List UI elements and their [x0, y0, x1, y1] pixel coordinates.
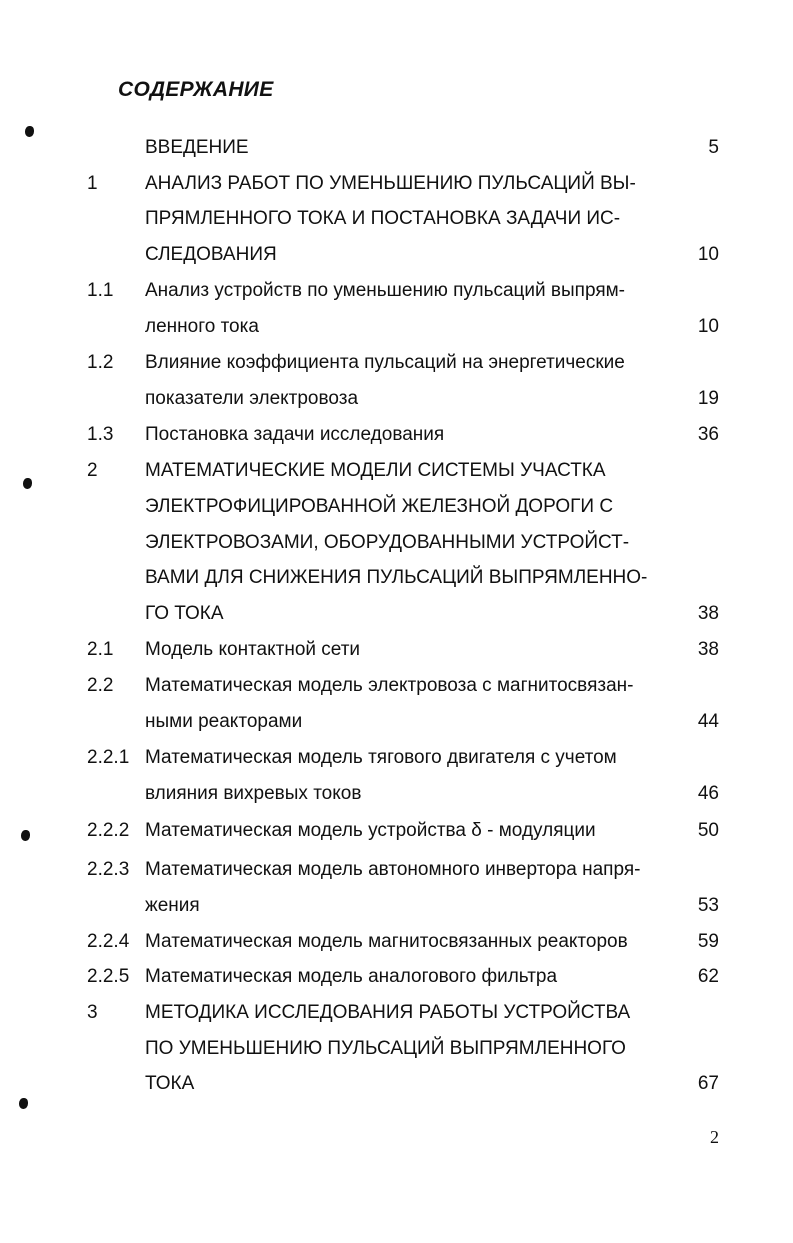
toc-entry-text: Постановка задачи исследования [145, 424, 445, 445]
toc-entry-text: МАТЕМАТИЧЕСКИЕ МОДЕЛИ СИСТЕМЫ УЧАСТКА [145, 460, 606, 481]
toc-entry-page: 53 [697, 895, 719, 916]
toc-line [0, 963, 793, 991]
toc-line [0, 564, 793, 592]
toc-line [0, 928, 793, 956]
toc-entry-page: 36 [697, 424, 719, 445]
toc-line [0, 856, 793, 884]
toc-line [0, 277, 793, 305]
toc-entry-text: показатели электровоза [145, 388, 359, 409]
toc-line [0, 1070, 793, 1098]
toc-entry-number: 2.2.5 [87, 966, 130, 987]
toc-entry-number: 1 [87, 173, 98, 194]
toc-line [0, 817, 793, 845]
toc-entry-text: ТОКА [145, 1073, 195, 1094]
toc-entry-number: 3 [87, 1002, 98, 1023]
toc-entry-number: 1.2 [87, 352, 114, 373]
toc-line [0, 529, 793, 557]
toc-entry-text: СЛЕДОВАНИЯ [145, 244, 277, 265]
toc-entry-text: влияния вихревых токов [145, 783, 362, 804]
toc-entry-text: ЭЛЕКТРОФИЦИРОВАННОЙ ЖЕЛЕЗНОЙ ДОРОГИ С [145, 496, 614, 517]
toc-line [0, 999, 793, 1027]
toc-entry-page: 10 [697, 316, 719, 337]
toc-entry-number: 2.2.3 [87, 859, 130, 880]
toc-entry-text: ПРЯМЛЕННОГО ТОКА И ПОСТАНОВКА ЗАДАЧИ ИС- [145, 208, 621, 229]
toc-entry-page: 44 [697, 711, 719, 732]
toc-entry-page: 62 [697, 966, 719, 987]
toc-entry-text: ЭЛЕКТРОВОЗАМИ, ОБОРУДОВАННЫМИ УСТРОЙСТ- [145, 532, 630, 553]
toc-entry-page: 10 [697, 244, 719, 265]
toc-entry-text: Математическая модель аналогового фильтра [145, 966, 558, 987]
toc-line [0, 708, 793, 736]
page-number: 2 [710, 1127, 719, 1147]
toc-line [0, 493, 793, 521]
toc-entry-text: ГО ТОКА [145, 603, 224, 624]
toc-entry-text: МЕТОДИКА ИССЛЕДОВАНИЯ РАБОТЫ УСТРОЙСТВА [145, 1002, 631, 1023]
toc-entry-number: 2.1 [87, 639, 114, 660]
toc-entry-number: 2.2 [87, 675, 114, 696]
toc-line [0, 349, 793, 377]
toc-entry-number: 2.2.1 [87, 747, 130, 768]
toc-line [0, 892, 793, 920]
toc-entry-text: Математическая модель электровоза с магнитосвязан- [145, 675, 634, 696]
toc-line [0, 600, 793, 628]
toc-line [0, 313, 793, 341]
toc-line [0, 170, 793, 198]
toc-entry-text: ВАМИ ДЛЯ СНИЖЕНИЯ ПУЛЬСАЦИЙ ВЫПРЯМЛЕННО- [145, 567, 648, 588]
toc-entry-text: ВВЕДЕНИЕ [145, 137, 249, 158]
toc-line [0, 134, 793, 162]
toc-line [0, 744, 793, 772]
toc-line [0, 457, 793, 485]
toc-entry-text: АНАЛИЗ РАБОТ ПО УМЕНЬШЕНИЮ ПУЛЬСАЦИЙ ВЫ- [145, 173, 636, 194]
binding-hole-mark [19, 1098, 28, 1109]
toc-entry-text: Анализ устройств по уменьшению пульсаций выпрям- [145, 280, 626, 301]
toc-entry-text: ными реакторами [145, 711, 303, 732]
toc-entry-page: 46 [697, 783, 719, 804]
toc-entry-number: 1.3 [87, 424, 114, 445]
toc-entry-text: ленного тока [145, 316, 259, 337]
page-title: СОДЕРЖАНИЕ [118, 78, 274, 101]
toc-line [0, 780, 793, 808]
toc-entry-text: Математическая модель автономного инвертора напря- [145, 859, 641, 880]
toc-entry-text: Математическая модель тягового двигателя с учетом [145, 747, 617, 768]
toc-entry-number: 2 [87, 460, 98, 481]
toc-entry-text: жения [145, 895, 200, 916]
toc-entry-text: Влияние коэффициента пульсаций на энергетические [145, 352, 625, 373]
toc-entry-number: 2.2.4 [87, 931, 130, 952]
toc-entry-text: ПО УМЕНЬШЕНИЮ ПУЛЬСАЦИЙ ВЫПРЯМЛЕННОГО [145, 1038, 626, 1059]
toc-entry-number: 2.2.2 [87, 820, 130, 841]
toc-line [0, 1035, 793, 1063]
toc-entry-page: 5 [708, 137, 719, 158]
toc-line [0, 241, 793, 269]
toc-line [0, 672, 793, 700]
toc-entry-number: 1.1 [87, 280, 114, 301]
toc-entry-page: 19 [697, 388, 719, 409]
toc-line [0, 636, 793, 664]
toc-entry-text: Модель контактной сети [145, 639, 361, 660]
toc-entry-text: Математическая модель устройства δ - модуляции [145, 820, 596, 841]
toc-entry-text: Математическая модель магнитосвязанных реакторов [145, 931, 628, 952]
toc-entry-page: 38 [697, 639, 719, 660]
toc-line [0, 385, 793, 413]
toc-entry-page: 50 [697, 820, 719, 841]
toc-line [0, 421, 793, 449]
toc-entry-page: 67 [697, 1073, 719, 1094]
toc-entry-page: 38 [697, 603, 719, 624]
toc-entry-page: 59 [697, 931, 719, 952]
toc-line [0, 205, 793, 233]
